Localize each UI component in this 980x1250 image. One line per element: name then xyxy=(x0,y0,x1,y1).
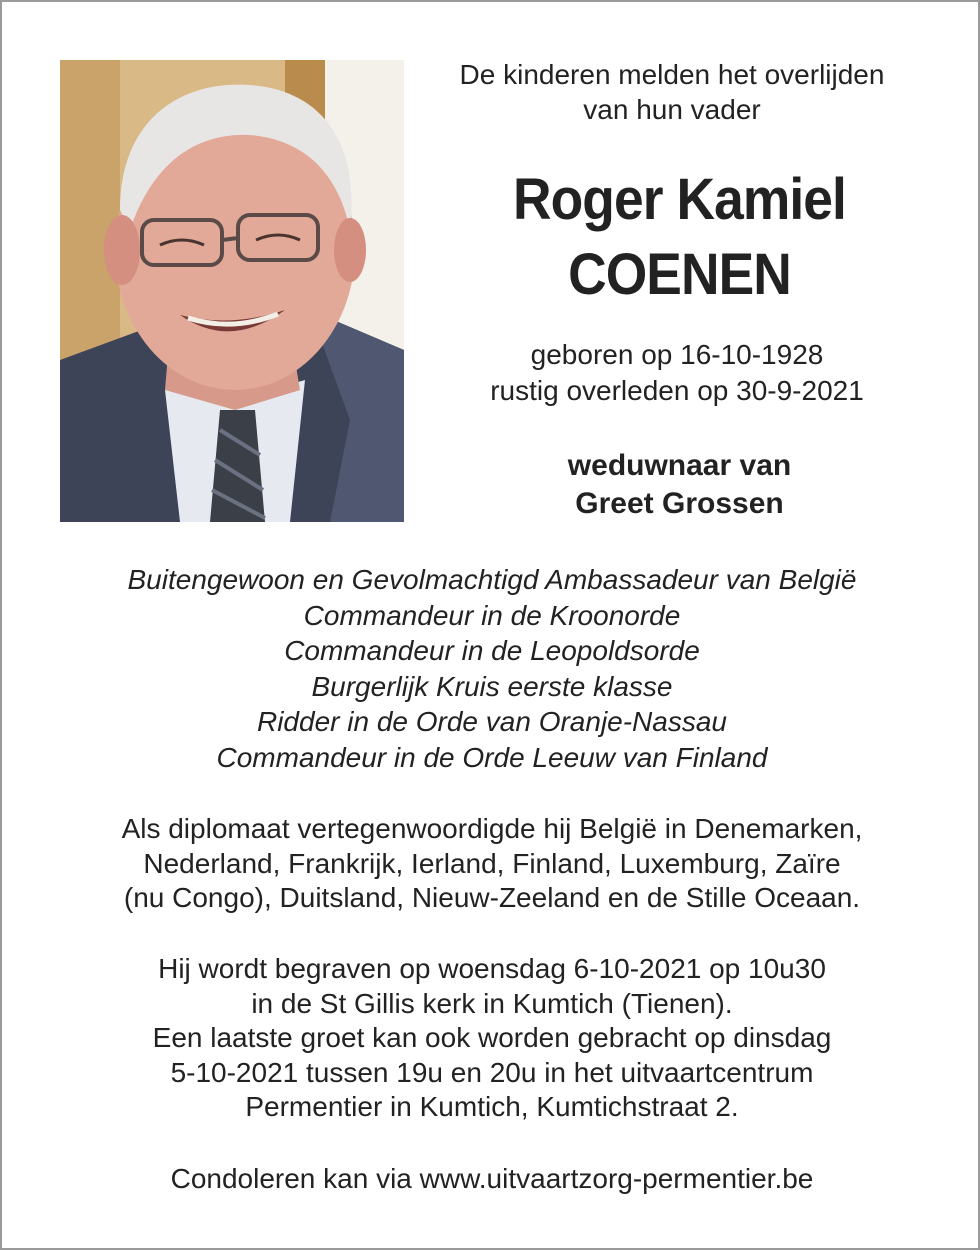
first-names: Roger Kamiel xyxy=(513,167,846,232)
title-line: Commandeur in de Kroonorde xyxy=(303,599,681,631)
title-line: Commandeur in de Leopoldsorde xyxy=(284,635,700,666)
widower-label: weduwnaar van xyxy=(567,449,792,482)
surname: COENEN xyxy=(568,242,791,307)
life-dates xyxy=(422,337,932,409)
title-line: Buitengewoon en Gevolmachtigd Ambassadeur van België xyxy=(127,564,857,595)
title-line: Ridder in de Orde van Oranje-Nassau xyxy=(256,706,727,737)
paragraph-line: Een laatste groet kan ook worden gebracht op dinsdag xyxy=(152,1022,832,1053)
paragraph-line: 5-10-2021 tussen 19u en 20u in het uitvaartcentrum xyxy=(170,1056,814,1088)
intro-text xyxy=(422,57,922,127)
paragraph-line: Permentier in Kumtich, Kumtichstraat 2. xyxy=(245,1091,739,1122)
paragraph-line: (nu Congo), Duitsland, Nieuw-Zeeland en de Stille Oceaan. xyxy=(123,882,861,913)
intro-line: De kinderen melden het overlijden xyxy=(459,59,885,90)
intro-line: van hun vader xyxy=(583,94,761,125)
paragraph-line: Hij wordt begraven op woensdag 6-10-2021 op 10u30 xyxy=(158,953,826,984)
portrait-image xyxy=(60,60,404,522)
paragraph-line: Als diplomaat vertegenwoordigde hij België in Denemarken, xyxy=(121,813,863,844)
paragraph-line: in de St Gillis kerk in Kumtich (Tienen). xyxy=(251,987,733,1019)
paragraph-line: Nederland, Frankrijk, Ierland, Finland, Luxemburg, Zaïre xyxy=(143,847,841,879)
title-line: Commandeur in de Orde Leeuw van Finland xyxy=(216,741,768,773)
spouse-name: Greet Grossen xyxy=(575,487,784,520)
portrait-photo xyxy=(60,60,404,522)
honorary-titles xyxy=(2,562,980,775)
condolence-text xyxy=(2,1162,980,1197)
diplomat-paragraph xyxy=(2,812,980,916)
title-line: Burgerlijk Kruis eerste klasse xyxy=(311,670,673,702)
birth-date: geboren op 16-10-1928 xyxy=(530,339,824,370)
funeral-paragraph xyxy=(2,952,980,1125)
widower-info xyxy=(422,447,937,523)
deceased-name xyxy=(443,162,917,312)
death-date: rustig overleden op 30-9-2021 xyxy=(490,375,864,406)
condolence-line: Condoleren kan via www.uitvaartzorg-permentier.be xyxy=(170,1163,814,1194)
